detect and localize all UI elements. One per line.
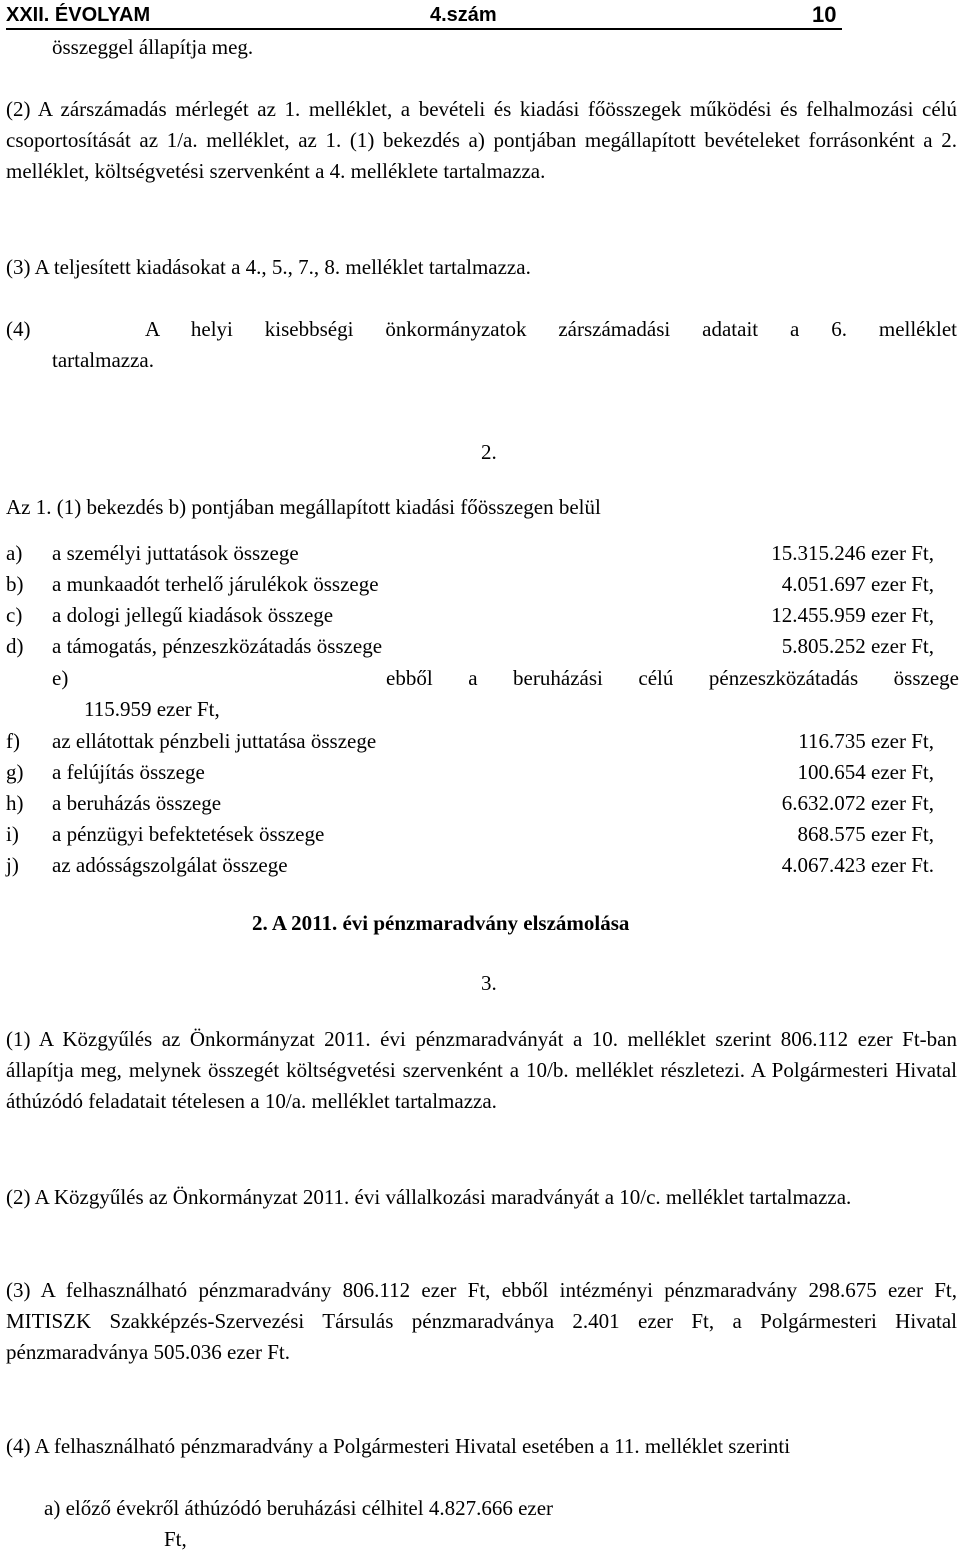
expense-label: g) xyxy=(6,760,24,784)
expense-label: f) xyxy=(6,729,20,753)
expense-description: a munkaadót terhelő járulékok összege xyxy=(52,572,379,596)
issue-label: 4.szám xyxy=(430,4,497,26)
expense-row xyxy=(0,788,960,819)
section-number-2: 2. xyxy=(481,440,497,464)
expense-amount: 868.575 ezer Ft, xyxy=(797,822,934,846)
expense-label: j) xyxy=(6,853,19,877)
volume-label: XXII. ÉVOLYAM xyxy=(6,4,151,26)
section-2-intro: Az 1. (1) bekezdés b) pontjában megállapított kiadási főösszegen belül xyxy=(6,495,601,519)
expense-description: a pénzügyi befektetések összege xyxy=(52,822,325,846)
item-e-label: e) xyxy=(52,666,69,690)
paragraph-3-1: (1) A Közgyűlés az Önkormányzat 2011. évi pénzmaradványát a 10. melléklet szerint 806.112 ezer Ft-ban állapítja meg, melynek összegét költségvetési szervenként a 10/b. melléklet részletezi. A Polgármesteri Hivatal áthúzódó feladatait tételesen a 10/a. melléklet tartalmazza. xyxy=(6,1027,957,1113)
expense-row xyxy=(0,600,960,631)
expense-label: b) xyxy=(6,572,24,596)
expense-amount: 6.632.072 ezer Ft, xyxy=(781,791,934,815)
paragraph-1-3: (3) A teljesített kiadásokat a 4., 5., 7., 8. melléklet tartalmazza. xyxy=(6,255,531,279)
expense-description: az ellátottak pénzbeli juttatása összege xyxy=(52,729,377,753)
expense-row xyxy=(0,819,960,850)
paragraph-1-4-cont: tartalmazza. xyxy=(52,348,155,372)
expense-description: a dologi jellegű kiadások összege xyxy=(52,603,334,627)
paragraph-3-4: (4) A felhasználható pénzmaradvány a Polgármesteri Hivatal esetében a 11. melléklet szerinti xyxy=(6,1434,791,1458)
expense-label: d) xyxy=(6,634,24,658)
paragraph-1-4-text: A helyi kisebbségi önkormányzatok zárszámadási adatait a 6. melléklet xyxy=(145,317,957,341)
continuation-text: összeggel állapítja meg. xyxy=(52,35,254,59)
paragraph-3-3: (3) A felhasználható pénzmaradvány 806.112 ezer Ft, ebből intézményi pénzmaradvány 298.675 ezer Ft, MITISZK Szakképzés-Szervezési Társulás pénzmaradványa 2.401 ezer Ft, a Polgármesteri Hivatal pénzmaradványa 505.036 ezer Ft. xyxy=(6,1278,957,1364)
item-e-text: ebből a beruházási célú pénzeszközátadás összege xyxy=(386,666,959,690)
expense-row xyxy=(0,538,960,569)
expense-amount: 4.051.697 ezer Ft, xyxy=(781,572,934,596)
heading-2011-remainder: 2. A 2011. évi pénzmaradvány elszámolása xyxy=(252,911,630,935)
sub-item-a-cont: Ft, xyxy=(164,1527,187,1551)
paragraph-1-2: (2) A zárszámadás mérlegét az 1. melléklet, a bevételi és kiadási főösszegek működési és felhalmozási célú csoportosítását az 1/a. melléklet, az 1. (1) bekezdés a) pontjában megállapított bevételeket forrásonként a 2. melléklet, költségvetési szervenként a 4. melléklete tartalmazza. xyxy=(6,97,957,183)
expense-amount: 12.455.959 ezer Ft, xyxy=(771,603,934,627)
expense-description: a felújítás összege xyxy=(52,760,205,784)
expense-label: a) xyxy=(6,541,23,565)
sub-item-a: a) előző évekről áthúzódó beruházási célhitel 4.827.666 ezer xyxy=(44,1496,554,1520)
section-number-3: 3. xyxy=(481,971,497,995)
expense-description: a beruházás összege xyxy=(52,791,222,815)
item-e-value: 115.959 ezer Ft, xyxy=(84,697,220,721)
expense-row xyxy=(0,726,960,757)
expense-row xyxy=(0,757,960,788)
expense-amount: 4.067.423 ezer Ft. xyxy=(781,853,934,877)
expense-label: h) xyxy=(6,791,24,815)
expense-label: c) xyxy=(6,603,23,627)
expense-label: i) xyxy=(6,822,19,846)
expense-amount: 100.654 ezer Ft, xyxy=(797,760,934,784)
paragraph-3-2: (2) A Közgyűlés az Önkormányzat 2011. évi vállalkozási maradványát a 10/c. melléklet tartalmazza. xyxy=(6,1185,852,1209)
expense-description: az adósságszolgálat összege xyxy=(52,853,288,877)
expense-row xyxy=(0,850,960,881)
expense-amount: 5.805.252 ezer Ft, xyxy=(781,634,934,658)
expense-row xyxy=(0,569,960,600)
paragraph-1-4-number: (4) xyxy=(6,317,31,341)
expense-amount: 116.735 ezer Ft, xyxy=(798,729,934,753)
page-number: 10 xyxy=(812,2,837,27)
expense-description: a támogatás, pénzeszközátadás összege xyxy=(52,634,383,658)
expense-description: a személyi juttatások összege xyxy=(52,541,299,565)
expense-amount: 15.315.246 ezer Ft, xyxy=(771,541,934,565)
expense-row xyxy=(0,631,960,662)
paragraph-1-4 xyxy=(6,314,957,345)
page-header xyxy=(6,2,842,30)
